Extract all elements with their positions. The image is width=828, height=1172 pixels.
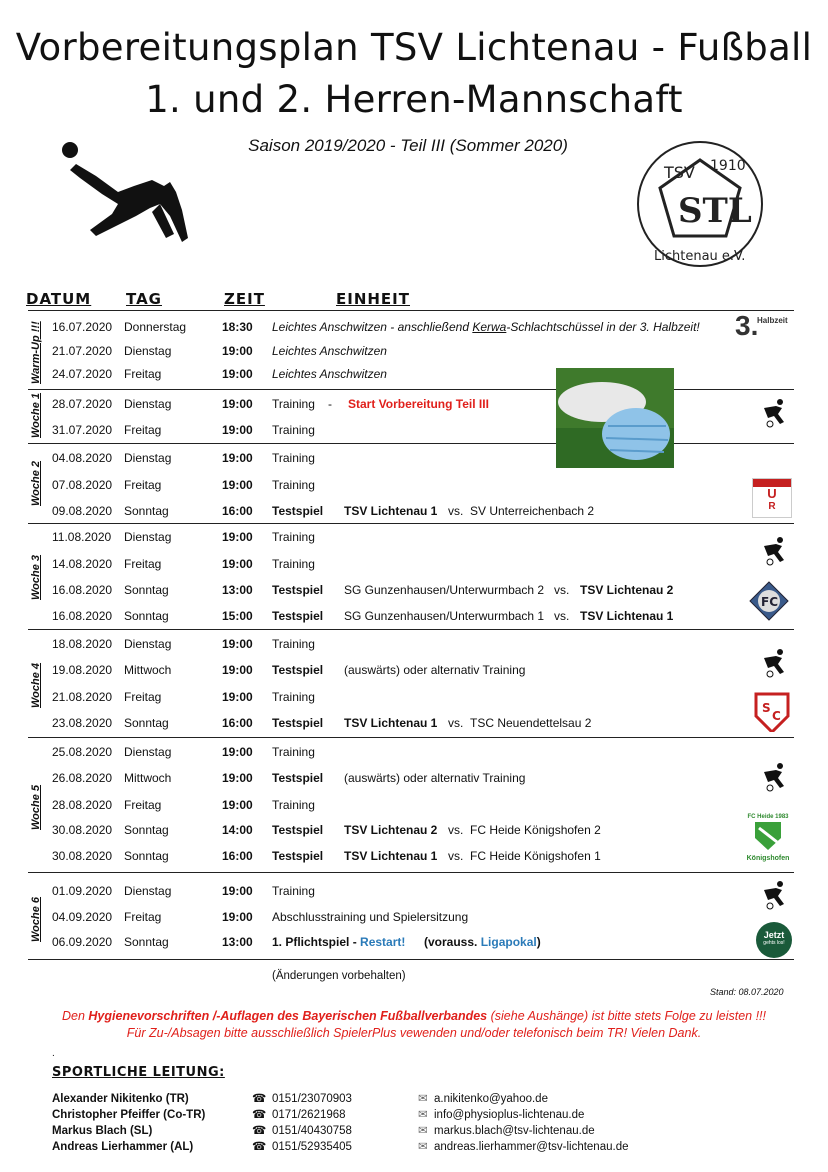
row-time: 19:00 xyxy=(222,530,253,544)
row-date: 01.09.2020 xyxy=(52,884,113,898)
column-time: ZEIT xyxy=(224,290,265,308)
row-vs: vs. xyxy=(448,716,464,730)
row-home: TSV Lichtenau 2 xyxy=(344,823,438,837)
small-player-icon xyxy=(760,762,790,792)
divider xyxy=(28,872,794,873)
contact-row xyxy=(52,1091,792,1107)
row-unit: Testspiel xyxy=(272,823,324,837)
row-day: Freitag xyxy=(124,367,162,381)
schedule-row xyxy=(52,606,812,626)
row-day: Sonntag xyxy=(124,823,169,837)
small-player-icon xyxy=(760,536,790,566)
row-unit: Testspiel xyxy=(272,716,324,730)
jetzt-logo: Jetzt gehts los! xyxy=(756,922,792,958)
row-unit: Training xyxy=(272,690,315,704)
row-time: 18:30 xyxy=(222,320,253,334)
schedule-row xyxy=(52,713,812,733)
week-label: Warm-Up !!! xyxy=(30,321,42,384)
row-unit: Training xyxy=(272,637,315,651)
row-away: SV Unterreichenbach 2 xyxy=(470,504,595,518)
row-time: 19:00 xyxy=(222,690,253,704)
row-time: 19:00 xyxy=(222,884,253,898)
schedule-row xyxy=(52,341,812,361)
week-label: Woche 6 xyxy=(30,896,42,942)
small-player-icon xyxy=(760,398,790,428)
row-day: Mittwoch xyxy=(124,663,172,677)
row-day: Mittwoch xyxy=(124,771,172,785)
row-time: 13:00 xyxy=(222,935,253,949)
contact-phone: 0151/40430758 xyxy=(272,1125,352,1137)
row-time: 19:00 xyxy=(222,910,253,924)
row-time: 16:00 xyxy=(222,716,253,730)
row-away: FC Heide Königshofen 1 xyxy=(470,849,601,863)
row-away: TSV Lichtenau 1 xyxy=(580,609,674,623)
schedule-row xyxy=(52,317,812,337)
neuendettelsau-logo xyxy=(754,692,790,732)
stand-note: Stand: 08.07.2020 xyxy=(710,987,784,997)
row-time: 19:00 xyxy=(222,344,253,358)
club-logo xyxy=(628,140,774,270)
row-day: Dienstag xyxy=(124,530,172,544)
schedule-row xyxy=(52,634,812,654)
row-day: Freitag xyxy=(124,690,162,704)
row-unit: Training xyxy=(272,423,315,437)
divider xyxy=(28,629,794,630)
row-time: 13:00 xyxy=(222,583,253,597)
schedule-row xyxy=(52,932,812,952)
divider xyxy=(28,959,794,960)
divider xyxy=(28,523,794,524)
row-unit: Training xyxy=(272,397,315,411)
row-day: Sonntag xyxy=(124,504,169,518)
svg-text:STL: STL xyxy=(678,191,752,231)
contact-email[interactable]: a.nikitenko@yahoo.de xyxy=(434,1093,548,1105)
row-unit: Leichtes Anschwitzen xyxy=(272,367,387,381)
row-day: Freitag xyxy=(124,798,162,812)
mail-icon: ✉ xyxy=(418,1125,428,1137)
row-day: Freitag xyxy=(124,910,162,924)
page-subtitle: 1. und 2. Herren-Mannschaft xyxy=(145,78,683,121)
row-note: (auswärts) oder alternativ Training xyxy=(344,771,526,785)
row-vs: vs. xyxy=(448,504,464,518)
svg-text:S: S xyxy=(762,701,771,715)
week-label: Woche 3 xyxy=(30,554,42,600)
schedule-row xyxy=(52,907,812,927)
row-unit: Leichtes Anschwitzen - anschließend Kerwa-Schlachtschüssel in der 3. Halbzeit! xyxy=(272,320,700,334)
small-player-icon xyxy=(760,648,790,678)
row-date: 23.08.2020 xyxy=(52,716,113,730)
row-home: TSV Lichtenau 1 xyxy=(344,716,438,730)
phone-icon: ☎ xyxy=(252,1093,267,1105)
contact-email[interactable]: andreas.lierhammer@tsv-lichtenau.de xyxy=(434,1141,629,1153)
row-date: 06.09.2020 xyxy=(52,935,113,949)
row-day: Sonntag xyxy=(124,609,169,623)
mail-icon: ✉ xyxy=(418,1109,428,1121)
row-vs: vs. xyxy=(448,823,464,837)
contact-row xyxy=(52,1123,792,1139)
row-day: Freitag xyxy=(124,423,162,437)
row-vs: vs. xyxy=(554,609,570,623)
row-time: 14:00 xyxy=(222,823,253,837)
svg-text:FC: FC xyxy=(761,595,779,609)
contact-name: Andreas Lierhammer (AL) xyxy=(52,1141,194,1153)
svg-text:C: C xyxy=(772,709,781,723)
row-day: Dienstag xyxy=(124,397,172,411)
row-unit: Training xyxy=(272,557,315,571)
row-home: SG Gunzenhausen/Unterwurmbach 1 xyxy=(344,609,545,623)
schedule-row xyxy=(52,768,812,788)
row-time: 19:00 xyxy=(222,478,253,492)
schedule-row xyxy=(52,420,812,440)
contact-email[interactable]: info@physioplus-lichtenau.de xyxy=(434,1109,585,1121)
row-time: 19:00 xyxy=(222,423,253,437)
row-day: Sonntag xyxy=(124,935,169,949)
contact-row xyxy=(52,1107,792,1123)
row-home: SG Gunzenhausen/Unterwurmbach 2 xyxy=(344,583,545,597)
small-player-icon xyxy=(760,880,790,910)
schedule-row xyxy=(52,364,812,384)
row-date: 31.07.2020 xyxy=(52,423,113,437)
row-unit: Training xyxy=(272,745,315,759)
contact-phone: 0171/2621968 xyxy=(272,1109,346,1121)
schedule-row xyxy=(52,475,812,495)
row-day: Freitag xyxy=(124,557,162,571)
row-away: FC Heide Königshofen 2 xyxy=(470,823,601,837)
row-away: TSV Lichtenau 2 xyxy=(580,583,674,597)
row-unit: Testspiel xyxy=(272,609,324,623)
contact-row xyxy=(52,1139,792,1155)
changes-note: (Änderungen vorbehalten) xyxy=(272,970,406,982)
row-day: Freitag xyxy=(124,478,162,492)
contact-phone: 0151/23070903 xyxy=(272,1093,352,1105)
row-note: (vorauss. Ligapokal) xyxy=(424,935,541,949)
club-logo-tsv: TSV xyxy=(664,163,695,182)
row-date: 11.08.2020 xyxy=(52,530,112,544)
unterreichenbach-logo: U R xyxy=(752,478,792,518)
row-date: 07.08.2020 xyxy=(52,478,113,492)
row-date: 18.08.2020 xyxy=(52,637,113,651)
divider xyxy=(28,737,794,738)
row-unit: 1. Pflichtspiel - Restart! xyxy=(272,935,406,949)
row-highlight: Start Vorbereitung Teil III xyxy=(348,397,489,411)
heide-logo: FC Heide 1983 Königshofen xyxy=(746,814,790,862)
schedule-row xyxy=(52,501,812,521)
schedule-row xyxy=(52,660,812,680)
mail-icon: ✉ xyxy=(418,1141,428,1153)
week-label: Woche 1 xyxy=(30,392,42,438)
column-unit: EINHEIT xyxy=(336,290,410,308)
schedule-row xyxy=(52,687,812,707)
contact-name: Christopher Pfeiffer (Co-TR) xyxy=(52,1109,206,1121)
schedule-row xyxy=(52,394,812,414)
schedule-row xyxy=(52,846,812,866)
row-unit: Testspiel xyxy=(272,663,324,677)
training-photo xyxy=(556,368,674,468)
row-home: TSV Lichtenau 1 xyxy=(344,849,438,863)
row-time: 19:00 xyxy=(222,637,253,651)
row-unit: Abschlusstraining und Spielersitzung xyxy=(272,910,469,924)
hygiene-notice-line2: Für Zu-/Absagen bitte ausschließlich SpielerPlus vewenden und/oder telefonisch beim TR! Vielen Dank. xyxy=(126,1026,702,1040)
row-date: 30.08.2020 xyxy=(52,823,113,837)
row-vs: vs. xyxy=(448,849,464,863)
divider xyxy=(28,389,794,390)
row-date: 04.09.2020 xyxy=(52,910,113,924)
phone-icon: ☎ xyxy=(252,1109,267,1121)
row-unit: Training xyxy=(272,451,315,465)
row-date: 16.08.2020 xyxy=(52,609,113,623)
row-day: Dienstag xyxy=(124,637,172,651)
row-date: 16.07.2020 xyxy=(52,320,113,334)
row-unit: Training xyxy=(272,478,315,492)
row-date: 28.07.2020 xyxy=(52,397,113,411)
schedule-row xyxy=(52,820,812,840)
row-day: Dienstag xyxy=(124,451,172,465)
row-day: Donnerstag xyxy=(124,320,187,334)
row-day: Sonntag xyxy=(124,849,169,863)
schedule-row xyxy=(52,881,812,901)
schedule-row xyxy=(52,795,812,815)
week-label: Woche 2 xyxy=(30,460,42,506)
row-date: 25.08.2020 xyxy=(52,745,113,759)
page-title: Vorbereitungsplan TSV Lichtenau - Fußball xyxy=(15,26,813,69)
row-date: 24.07.2020 xyxy=(52,367,113,381)
row-day: Dienstag xyxy=(124,884,172,898)
contact-name: Markus Blach (SL) xyxy=(52,1125,153,1137)
row-unit: Training xyxy=(272,530,315,544)
phone-icon: ☎ xyxy=(252,1125,267,1137)
row-away: TSC Neuendettelsau 2 xyxy=(470,716,592,730)
row-date: 21.08.2020 xyxy=(52,690,113,704)
divider xyxy=(28,443,794,444)
row-date: 09.08.2020 xyxy=(52,504,113,518)
row-day: Sonntag xyxy=(124,716,169,730)
row-time: 19:00 xyxy=(222,663,253,677)
row-unit: Testspiel xyxy=(272,504,324,518)
row-time: 16:00 xyxy=(222,504,253,518)
halbzeit-logo: 3. Halbzeit xyxy=(735,310,788,341)
row-date: 04.08.2020 xyxy=(52,451,113,465)
row-time: 19:00 xyxy=(222,451,253,465)
row-unit: Testspiel xyxy=(272,583,324,597)
week-label: Woche 4 xyxy=(30,662,42,708)
row-time: 19:00 xyxy=(222,798,253,812)
mail-icon: ✉ xyxy=(418,1093,428,1105)
schedule-row xyxy=(52,448,812,468)
row-time: 19:00 xyxy=(222,557,253,571)
row-time: 19:00 xyxy=(222,771,253,785)
row-day: Dienstag xyxy=(124,344,172,358)
row-date: 19.08.2020 xyxy=(52,663,113,677)
row-day: Sonntag xyxy=(124,583,169,597)
column-date: DATUM xyxy=(26,290,92,308)
schedule-row xyxy=(52,742,812,762)
contact-name: Alexander Nikitenko (TR) xyxy=(52,1093,189,1105)
row-unit: Training xyxy=(272,798,315,812)
season-label: Saison 2019/2020 - Teil III (Sommer 2020) xyxy=(248,136,568,155)
row-home: TSV Lichtenau 1 xyxy=(344,504,438,518)
contact-email[interactable]: markus.blach@tsv-lichtenau.de xyxy=(434,1125,595,1137)
row-unit: Training xyxy=(272,884,315,898)
row-time: 15:00 xyxy=(222,609,253,623)
row-unit: Testspiel xyxy=(272,849,324,863)
club-logo-name: Lichtenau e.V. xyxy=(654,249,746,264)
contact-phone: 0151/52935405 xyxy=(272,1141,352,1153)
row-time: 19:00 xyxy=(222,745,253,759)
row-date: 30.08.2020 xyxy=(52,849,113,863)
row-note: (auswärts) oder alternativ Training xyxy=(344,663,526,677)
row-time: 19:00 xyxy=(222,397,253,411)
column-day: TAG xyxy=(126,290,162,308)
schedule-row xyxy=(52,554,812,574)
row-date: 14.08.2020 xyxy=(52,557,113,571)
row-date: 28.08.2020 xyxy=(52,798,113,812)
hygiene-notice: Den Hygienevorschriften /-Auflagen des Bayerischen Fußballverbandes (siehe Aushänge) ist bitte stets Folge zu leisten !!! xyxy=(62,1009,766,1023)
leadership-heading: SPORTLICHE LEITUNG: xyxy=(52,1065,225,1080)
row-day: Dienstag xyxy=(124,745,172,759)
row-time: 19:00 xyxy=(222,367,253,381)
schedule-row xyxy=(52,527,812,547)
row-date: 26.08.2020 xyxy=(52,771,113,785)
divider xyxy=(28,310,794,311)
phone-icon: ☎ xyxy=(252,1141,267,1153)
dot-mark: . xyxy=(52,1048,55,1059)
schedule-row xyxy=(52,580,812,600)
row-unit: Leichtes Anschwitzen xyxy=(272,344,387,358)
row-vs: vs. xyxy=(554,583,570,597)
row-time: 16:00 xyxy=(222,849,253,863)
kicking-player-icon xyxy=(56,140,196,252)
row-unit: Testspiel xyxy=(272,771,324,785)
row-dash: - xyxy=(328,397,332,411)
gunzenhausen-logo xyxy=(748,580,790,622)
row-date: 21.07.2020 xyxy=(52,344,113,358)
week-label: Woche 5 xyxy=(30,784,42,830)
row-date: 16.08.2020 xyxy=(52,583,113,597)
club-logo-year: 1910 xyxy=(710,158,746,174)
